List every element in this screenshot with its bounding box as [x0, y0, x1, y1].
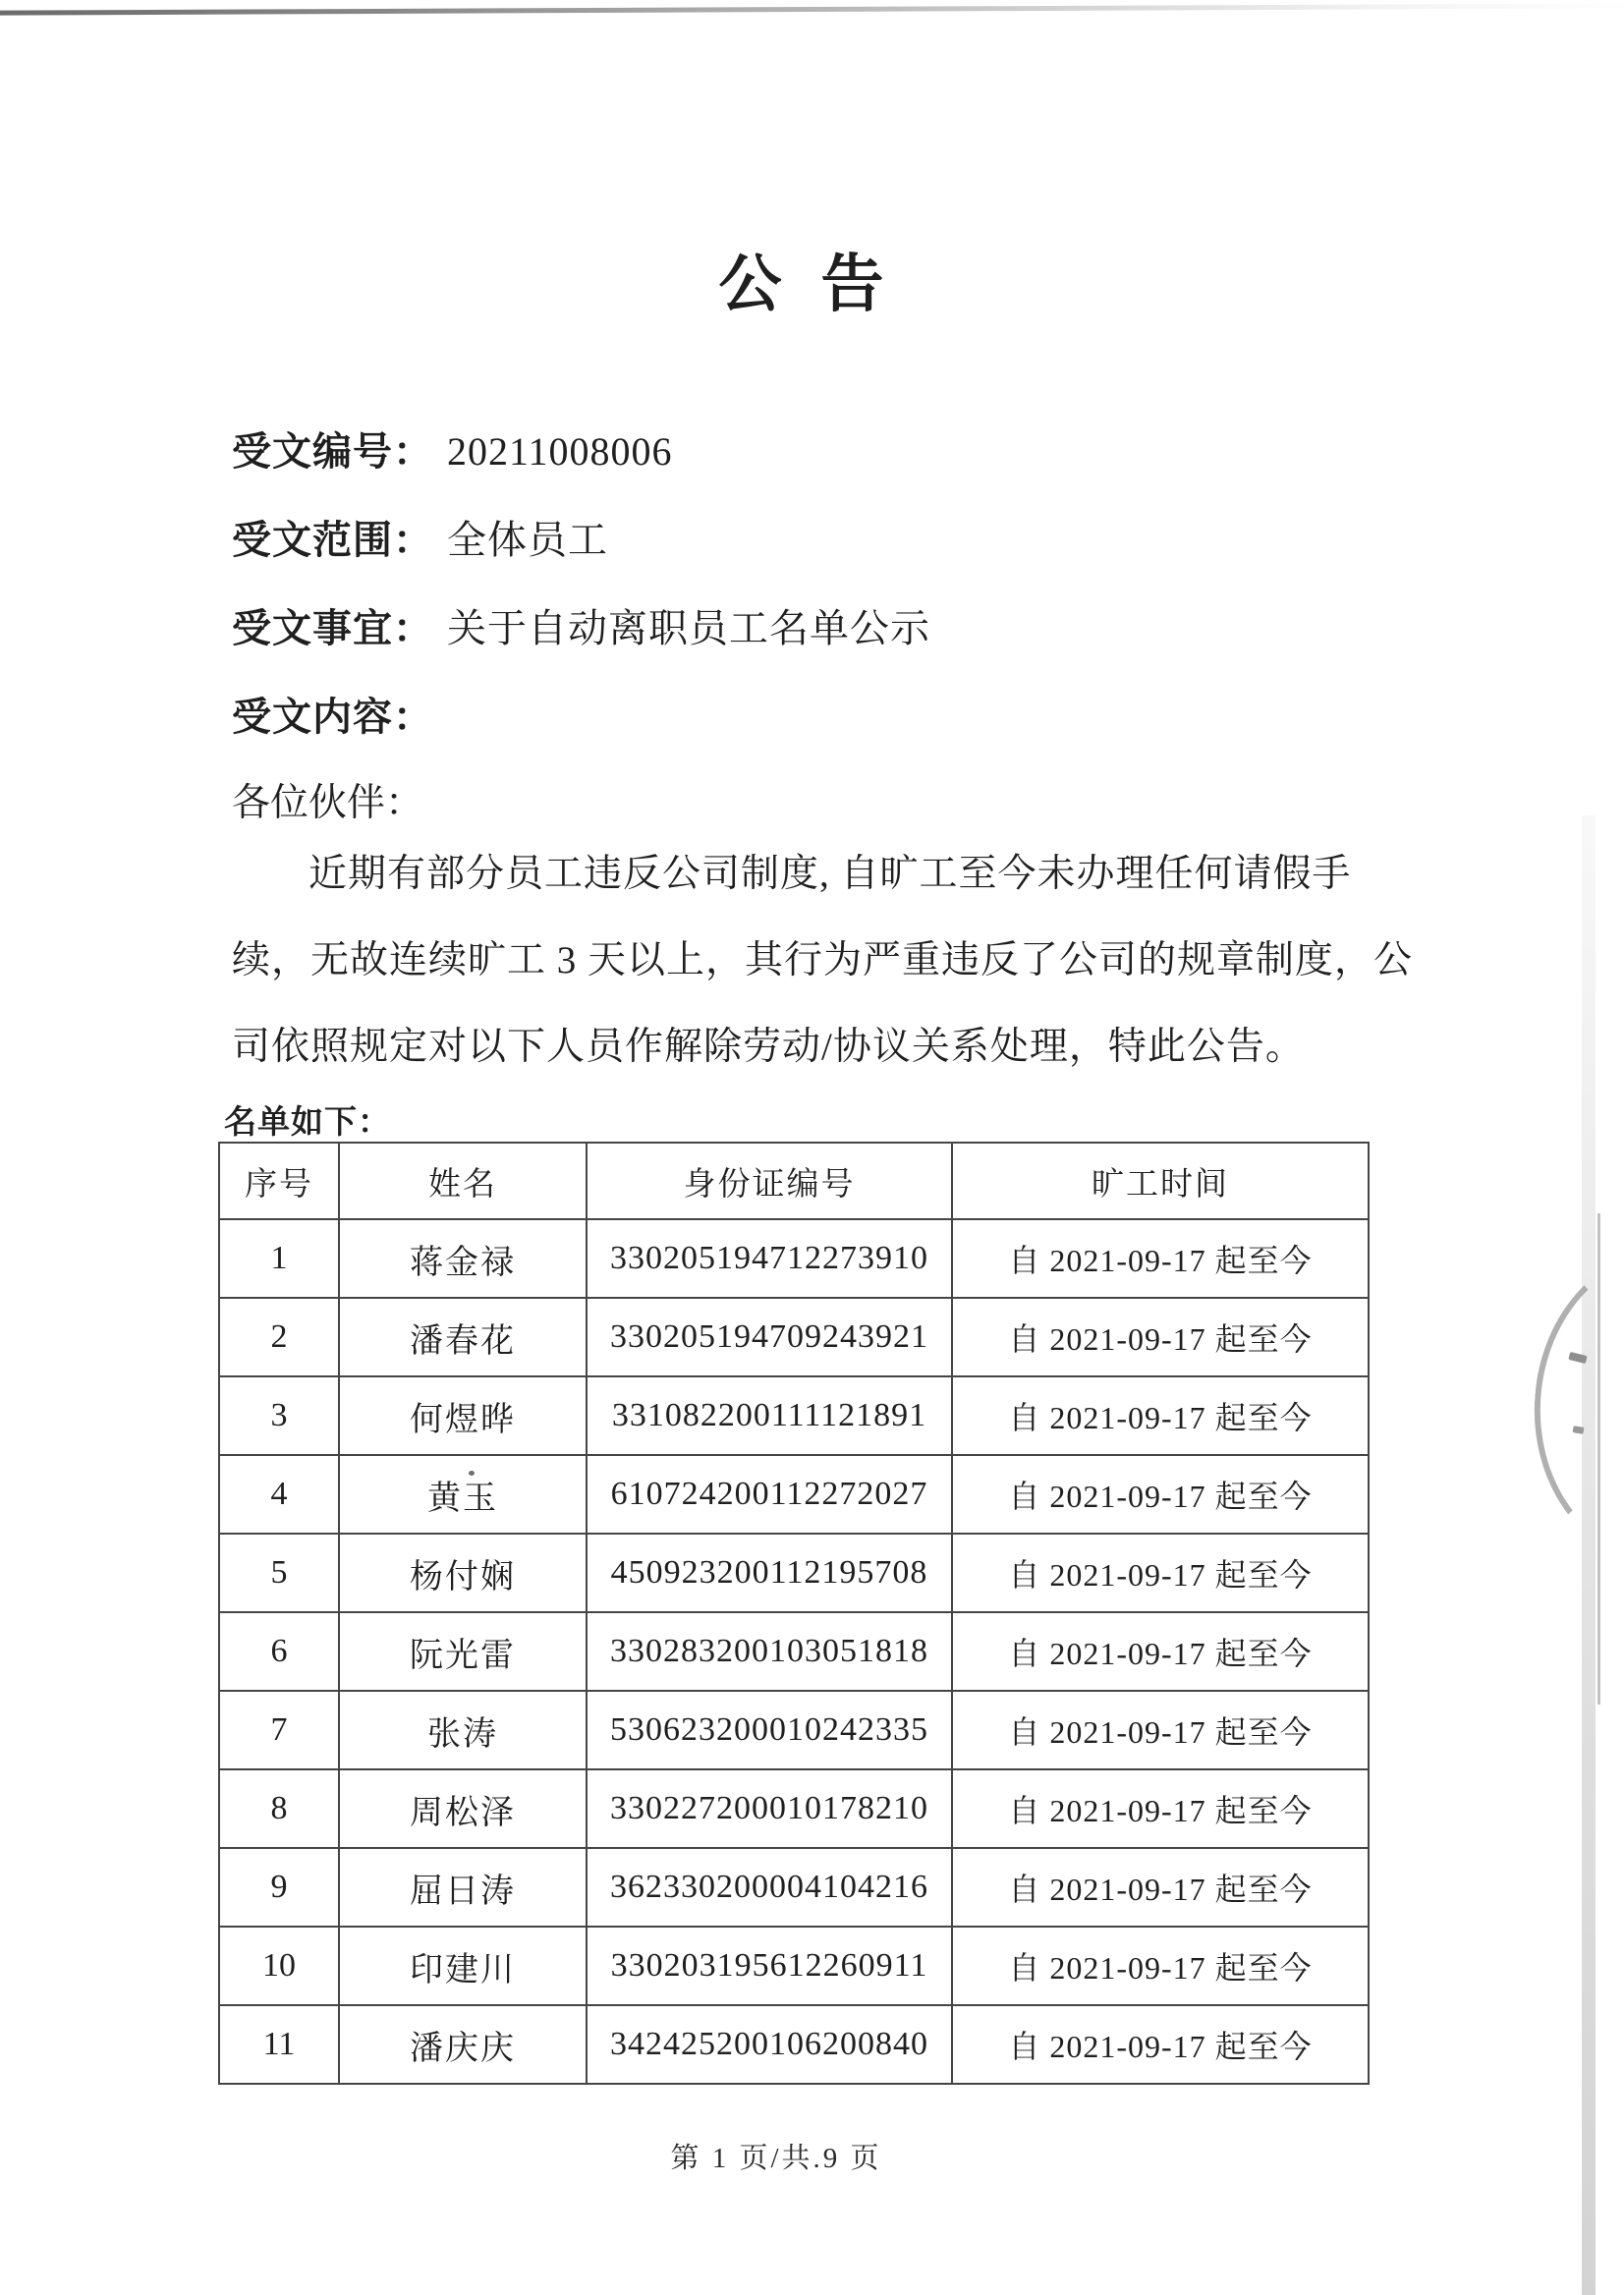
scan-right-shadow — [1582, 815, 1596, 2295]
cell-name: 何煜晔 — [339, 1376, 587, 1455]
table-header-row — [219, 1143, 1369, 1219]
doc-scope-label: 受文范围： — [232, 518, 433, 562]
cell-name: 杨付娴 — [339, 1534, 587, 1612]
table-row — [219, 1769, 1369, 1848]
cell-no: 4 — [219, 1455, 339, 1534]
cell-time: 自 2021-09-17 起至今 — [952, 1534, 1369, 1612]
doc-scope-value: 全体员工 — [447, 518, 608, 562]
cell-no: 11 — [219, 2005, 339, 2084]
cell-no: 3 — [219, 1376, 339, 1455]
cell-name: 张涛 — [339, 1691, 587, 1769]
cell-id: 330283200103051818 — [587, 1612, 952, 1691]
cell-id: 342425200106200840 — [587, 2005, 952, 2084]
table-row — [219, 2005, 1369, 2084]
cell-time: 自 2021-09-17 起至今 — [952, 1927, 1369, 2005]
cell-time: 自 2021-09-17 起至今 — [952, 1769, 1369, 1848]
cell-no: 6 — [219, 1612, 339, 1691]
table-row — [219, 1219, 1369, 1298]
salutation: 各位伙伴： — [232, 782, 424, 824]
cell-name: 周松泽 — [339, 1769, 587, 1848]
cell-time: 自 2021-09-17 起至今 — [952, 1219, 1369, 1298]
doc-number-label: 受文编号： — [232, 429, 433, 474]
cell-name: 印建川 — [339, 1927, 587, 2005]
table-row — [219, 1298, 1369, 1376]
cell-name: 蒋金禄 — [339, 1219, 587, 1298]
scan-top-edge-line — [0, 3, 1624, 15]
doc-content-line — [232, 686, 447, 742]
cell-name: 潘春花 — [339, 1298, 587, 1376]
doc-content-label: 受文内容： — [232, 695, 433, 739]
cell-name: 潘庆庆 — [339, 2005, 587, 2084]
doc-subject-value: 关于自动离职员工名单公示 — [447, 606, 930, 650]
cell-id: 530623200010242335 — [587, 1691, 952, 1769]
body-paragraph-line: 近期有部分员工违反公司制度, 自旷工至今未办理任何请假手 — [308, 853, 1352, 895]
cell-name: 屈日涛 — [339, 1848, 587, 1927]
cell-id: 330205194712273910 — [587, 1219, 952, 1298]
cell-time: 自 2021-09-17 起至今 — [952, 1612, 1369, 1691]
cell-time: 自 2021-09-17 起至今 — [952, 1455, 1369, 1534]
cell-time: 自 2021-09-17 起至今 — [952, 1691, 1369, 1769]
table-row — [219, 1534, 1369, 1612]
cell-time: 自 2021-09-17 起至今 — [952, 2005, 1369, 2084]
partial-stamp-arc — [1524, 1241, 1624, 1571]
cell-time: 自 2021-09-17 起至今 — [952, 1298, 1369, 1376]
cell-no: 2 — [219, 1298, 339, 1376]
list-intro: 名单如下： — [224, 1105, 391, 1141]
cell-no: 7 — [219, 1691, 339, 1769]
header-absence-time: 旷工时间 — [952, 1143, 1369, 1219]
doc-number-line — [232, 420, 673, 476]
cell-id: 330203195612260911 — [587, 1927, 952, 2005]
table-row — [219, 1612, 1369, 1691]
doc-scope-line — [232, 509, 608, 565]
absence-table-body — [219, 1219, 1369, 2084]
cell-no: 1 — [219, 1219, 339, 1298]
cell-id: 450923200112195708 — [587, 1534, 952, 1612]
cell-no: 10 — [219, 1927, 339, 2005]
cell-id: 362330200004104216 — [587, 1848, 952, 1927]
doc-subject-label: 受文事宜： — [232, 606, 433, 650]
cell-id: 610724200112272027 — [587, 1455, 952, 1534]
cell-time: 自 2021-09-17 起至今 — [952, 1376, 1369, 1455]
cell-no: 5 — [219, 1534, 339, 1612]
table-row — [219, 1376, 1369, 1455]
cell-id: 331082200111121891 — [587, 1376, 952, 1455]
header-index: 序号 — [219, 1143, 339, 1219]
table-row — [219, 1848, 1369, 1927]
cell-time: 自 2021-09-17 起至今 — [952, 1848, 1369, 1927]
absence-roster-table — [218, 1142, 1370, 2085]
cell-name: 阮光雷 — [339, 1612, 587, 1691]
table-row — [219, 1455, 1369, 1534]
cell-name: 黄玉 — [339, 1455, 587, 1534]
body-paragraph-line: 司依照规定对以下人员作解除劳动/协议关系处理，特此公告。 — [232, 1026, 1305, 1068]
document-title: 公 告 — [718, 250, 886, 319]
doc-subject-line — [232, 597, 930, 653]
table-row — [219, 1927, 1369, 2005]
table-row — [219, 1691, 1369, 1769]
header-id-number: 身份证编号 — [587, 1143, 952, 1219]
cell-no: 9 — [219, 1848, 339, 1927]
page-number-footer: 第 1 页/共.9 页 — [670, 2143, 882, 2174]
header-name: 姓名 — [339, 1143, 587, 1219]
doc-number-value: 20211008006 — [447, 429, 673, 474]
cell-no: 8 — [219, 1769, 339, 1848]
cell-id: 330227200010178210 — [587, 1769, 952, 1848]
body-paragraph-line: 续，无故连续旷工 3 天以上，其行为严重违反了公司的规章制度，公 — [232, 939, 1414, 981]
cell-id: 330205194709243921 — [587, 1298, 952, 1376]
